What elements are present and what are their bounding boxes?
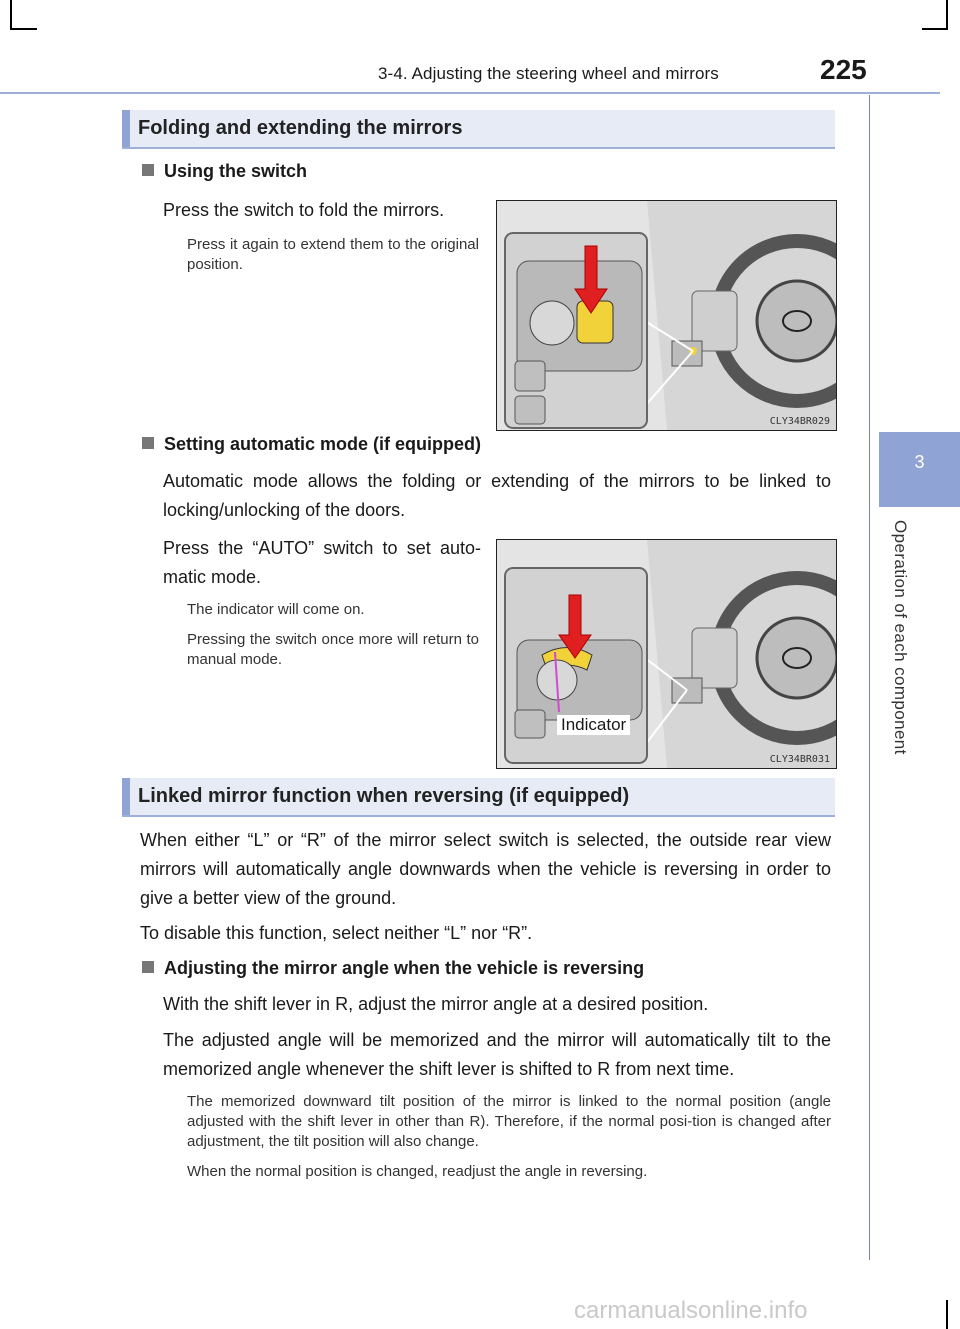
auto-switch-illustration xyxy=(496,539,837,769)
indicator-callout: Indicator xyxy=(557,715,630,735)
auto-switch-drawing xyxy=(497,540,836,768)
auto-mode-intro: Automatic mode allows the folding or extending of the mirrors to be linked to locking/unlocking of the doors. xyxy=(163,471,831,520)
linked-mirror-paragraph: When either “L” or “R” of the mirror select switch is selected, the outside rear view mirrors will automatically angle downwards when the vehicle is reversing in order to give a better view of the ground. xyxy=(140,830,831,908)
note-return-manual: Pressing the switch once more will return to manual mode. xyxy=(187,631,479,668)
subheading-using-switch xyxy=(142,161,307,182)
mirror-switch-illustration xyxy=(496,200,837,431)
subheading-reversing-angle xyxy=(142,958,644,979)
crop-mark xyxy=(12,28,37,30)
figure-code: CLY34BR031 xyxy=(769,754,830,765)
crop-mark xyxy=(922,28,947,30)
chapter-number: 3 xyxy=(914,452,925,472)
crop-mark xyxy=(946,0,948,30)
bullet-square-icon xyxy=(142,437,154,449)
watermark: carmanualsonline.info xyxy=(574,1297,808,1324)
subheading-automatic-mode xyxy=(142,434,481,455)
disable-paragraph: To disable this function, select neither “L” nor “R”. xyxy=(140,923,533,943)
mirror-switch-drawing xyxy=(497,201,836,430)
reversing-instruction: With the shift lever in R, adjust the mirror angle at a desired position. xyxy=(163,994,709,1014)
side-rule xyxy=(869,95,870,1260)
note-indicator-on: The indicator will come on. xyxy=(187,601,365,618)
section-heading-folding xyxy=(122,110,835,149)
instruction-auto: Press the “AUTO” switch to set auto-matic mode. xyxy=(163,538,481,587)
subheading-text: Using the switch xyxy=(164,161,308,181)
crop-mark xyxy=(10,0,12,30)
subheading-text: Setting automatic mode (if equipped) xyxy=(164,434,482,454)
crop-mark xyxy=(946,1300,948,1329)
section-heading-text: Folding and extending the mirrors xyxy=(138,117,463,139)
page-number: 225 xyxy=(820,54,867,85)
instruction-fold: Press the switch to fold the mirrors. xyxy=(163,200,445,220)
bullet-square-icon xyxy=(142,164,154,176)
bullet-square-icon xyxy=(142,961,154,973)
subheading-text: Adjusting the mirror angle when the vehicle is reversing xyxy=(164,958,645,978)
heading-accent xyxy=(122,778,130,815)
chapter-tab xyxy=(879,432,960,507)
section-heading-linked-mirror xyxy=(122,778,835,817)
note-readjust: When the normal position is changed, readjust the angle in reversing. xyxy=(187,1163,648,1180)
memorized-angle-paragraph: The adjusted angle will be memorized and the mirror will automatically tilt to the memorized angle whenever the shift lever is shifted to R from next time. xyxy=(163,1030,831,1079)
running-header: 3-4. Adjusting the steering wheel and mirrors xyxy=(378,64,719,83)
figure-code: CLY34BR029 xyxy=(769,416,830,427)
header-rule xyxy=(0,92,940,94)
note-extend: Press it again to extend them to the original position. xyxy=(187,236,479,273)
heading-accent xyxy=(122,110,130,147)
chapter-label: Operation of each component xyxy=(891,520,910,755)
section-heading-text: Linked mirror function when reversing (if equipped) xyxy=(138,785,630,807)
note-tilt-linked: The memorized downward tilt position of the mirror is linked to the normal position (angle adjusted with the shift lever in other than R). Therefore, if the normal posi-tion is changed after adjustment, the tilt position will also change. xyxy=(187,1093,831,1150)
